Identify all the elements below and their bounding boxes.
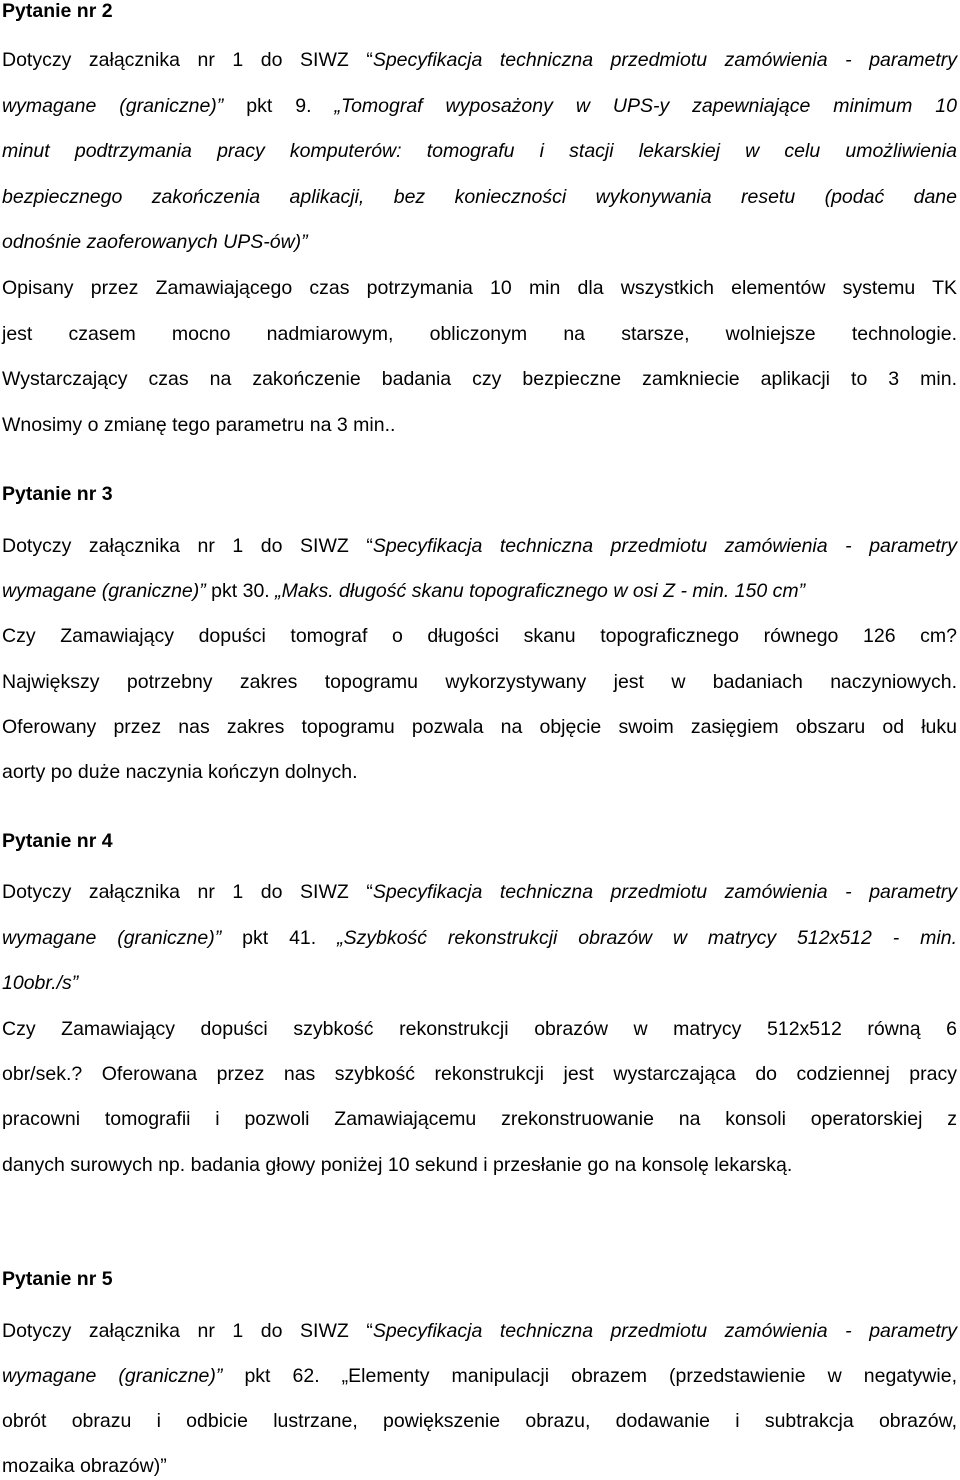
paragraph-line bbox=[2, 713, 957, 741]
text-run: aorty po duże naczynia kończyn dolnych. bbox=[2, 761, 358, 783]
paragraph-line bbox=[2, 1317, 957, 1345]
text-run: Największy potrzebny zakres topogramu wykorzystywany jest w badaniach naczyniowych. bbox=[2, 671, 957, 693]
paragraph-line bbox=[2, 1362, 957, 1390]
italic-text: bezpiecznego zakończenia aplikacji, bez konieczności wykonywania resetu (podać dane bbox=[2, 186, 957, 208]
paragraph-line bbox=[2, 622, 957, 650]
italic-text: „Tomograf wyposażony w UPS-y zapewniające minimum 10 bbox=[334, 95, 957, 117]
text-run: Dotyczy załącznika nr 1 do SIWZ “ bbox=[2, 881, 373, 903]
section-heading: Pytanie nr 4 bbox=[2, 830, 113, 852]
paragraph-line bbox=[2, 878, 957, 906]
text-run: Dotyczy załącznika nr 1 do SIWZ “ bbox=[2, 49, 373, 71]
paragraph-line bbox=[2, 92, 957, 120]
italic-text: „Szybkość rekonstrukcji obrazów w matrycy 512x512 - min. bbox=[337, 927, 957, 949]
paragraph-line bbox=[2, 1407, 957, 1435]
section-heading: Pytanie nr 5 bbox=[2, 1268, 113, 1290]
italic-text: Specyfikacja techniczna przedmiotu zamówienia - parametry bbox=[372, 49, 957, 71]
italic-text: minut podtrzymania pracy komputerów: tomografu i stacji lekarskiej w celu umożliwienia bbox=[2, 140, 957, 162]
paragraph-line bbox=[2, 274, 957, 302]
text-run: Oferowany przez nas zakres topogramu pozwala na objęcie swoim zasięgiem obszaru od łuku bbox=[2, 716, 957, 738]
text-run: Dotyczy załącznika nr 1 do SIWZ “ bbox=[2, 1320, 373, 1342]
italic-text: wymagane (graniczne)” bbox=[2, 927, 222, 949]
text-run: Wystarczający czas na zakończenie badania czy bezpieczne zamkniecie aplikacji to 3 min. bbox=[2, 368, 957, 390]
paragraph-line bbox=[2, 969, 957, 997]
text-run: obrót obrazu i odbicie lustrzane, powiększenie obrazu, dodawanie i subtrakcja obrazów, bbox=[2, 1410, 957, 1432]
italic-text: „Maks. długość skanu topograficznego w osi Z - min. 150 cm” bbox=[275, 580, 806, 602]
text-run: Wnosimy o zmianę tego parametru na 3 min.. bbox=[2, 414, 396, 436]
italic-text: Specyfikacja techniczna przedmiotu zamówienia - parametry bbox=[372, 881, 957, 903]
text-run: danych surowych np. badania głowy poniżej 10 sekund i przesłanie go na konsolę lekarską. bbox=[2, 1154, 793, 1176]
text-run: pkt 9. bbox=[223, 95, 335, 117]
text-run: pkt 41. bbox=[221, 927, 338, 949]
paragraph-line bbox=[2, 1151, 957, 1179]
italic-text: Specyfikacja techniczna przedmiotu zamówienia - parametry bbox=[372, 1320, 957, 1342]
text-run: mozaika obrazów)” bbox=[2, 1455, 167, 1477]
paragraph-line bbox=[2, 532, 957, 560]
section-heading: Pytanie nr 3 bbox=[2, 483, 113, 505]
paragraph-line bbox=[2, 228, 957, 256]
paragraph-line bbox=[2, 137, 957, 165]
paragraph-line bbox=[2, 1105, 957, 1133]
paragraph-line bbox=[2, 577, 957, 605]
paragraph-line bbox=[2, 365, 957, 393]
paragraph-line bbox=[2, 1452, 957, 1480]
italic-text: wymagane (graniczne)” bbox=[2, 95, 224, 117]
text-run: Czy Zamawiający dopuści tomograf o długości skanu topograficznego równego 126 cm? bbox=[2, 625, 957, 647]
paragraph-line bbox=[2, 46, 957, 74]
text-run: jest czasem mocno nadmiarowym, obliczonym na starsze, wolniejsze technologie. bbox=[2, 323, 957, 345]
text-run: Dotyczy załącznika nr 1 do SIWZ “ bbox=[2, 535, 373, 557]
section-heading: Pytanie nr 2 bbox=[2, 0, 113, 22]
paragraph-line bbox=[2, 1060, 957, 1088]
text-run: pracowni tomografii i pozwoli Zamawiającemu zrekonstruowanie na konsoli operatorskiej z bbox=[2, 1108, 957, 1130]
italic-text: odnośnie zaoferowanych UPS-ów)” bbox=[2, 231, 308, 253]
paragraph-line bbox=[2, 924, 957, 952]
text-run: Czy Zamawiający dopuści szybkość rekonstrukcji obrazów w matrycy 512x512 równą 6 bbox=[2, 1018, 957, 1040]
paragraph-line bbox=[2, 183, 957, 211]
text-run: pkt 62. „Elementy manipulacji obrazem (przedstawienie w negatywie, bbox=[222, 1365, 957, 1387]
text-run: Opisany przez Zamawiającego czas potrzymania 10 min dla wszystkich elementów systemu TK bbox=[2, 277, 957, 299]
paragraph-line bbox=[2, 758, 957, 786]
italic-text: Specyfikacja techniczna przedmiotu zamówienia - parametry bbox=[372, 535, 957, 557]
paragraph-line bbox=[2, 668, 957, 696]
paragraph-line bbox=[2, 320, 957, 348]
paragraph-line bbox=[2, 1015, 957, 1043]
italic-text: wymagane (graniczne)” bbox=[2, 1365, 223, 1387]
text-run: pkt 30. bbox=[205, 580, 276, 602]
paragraph-line bbox=[2, 411, 957, 439]
italic-text: wymagane (graniczne)” bbox=[2, 580, 206, 602]
italic-text: 10obr./s” bbox=[2, 972, 79, 994]
text-run: obr/sek.? Oferowana przez nas szybkość rekonstrukcji jest wystarczająca do codziennej pracy bbox=[2, 1063, 957, 1085]
